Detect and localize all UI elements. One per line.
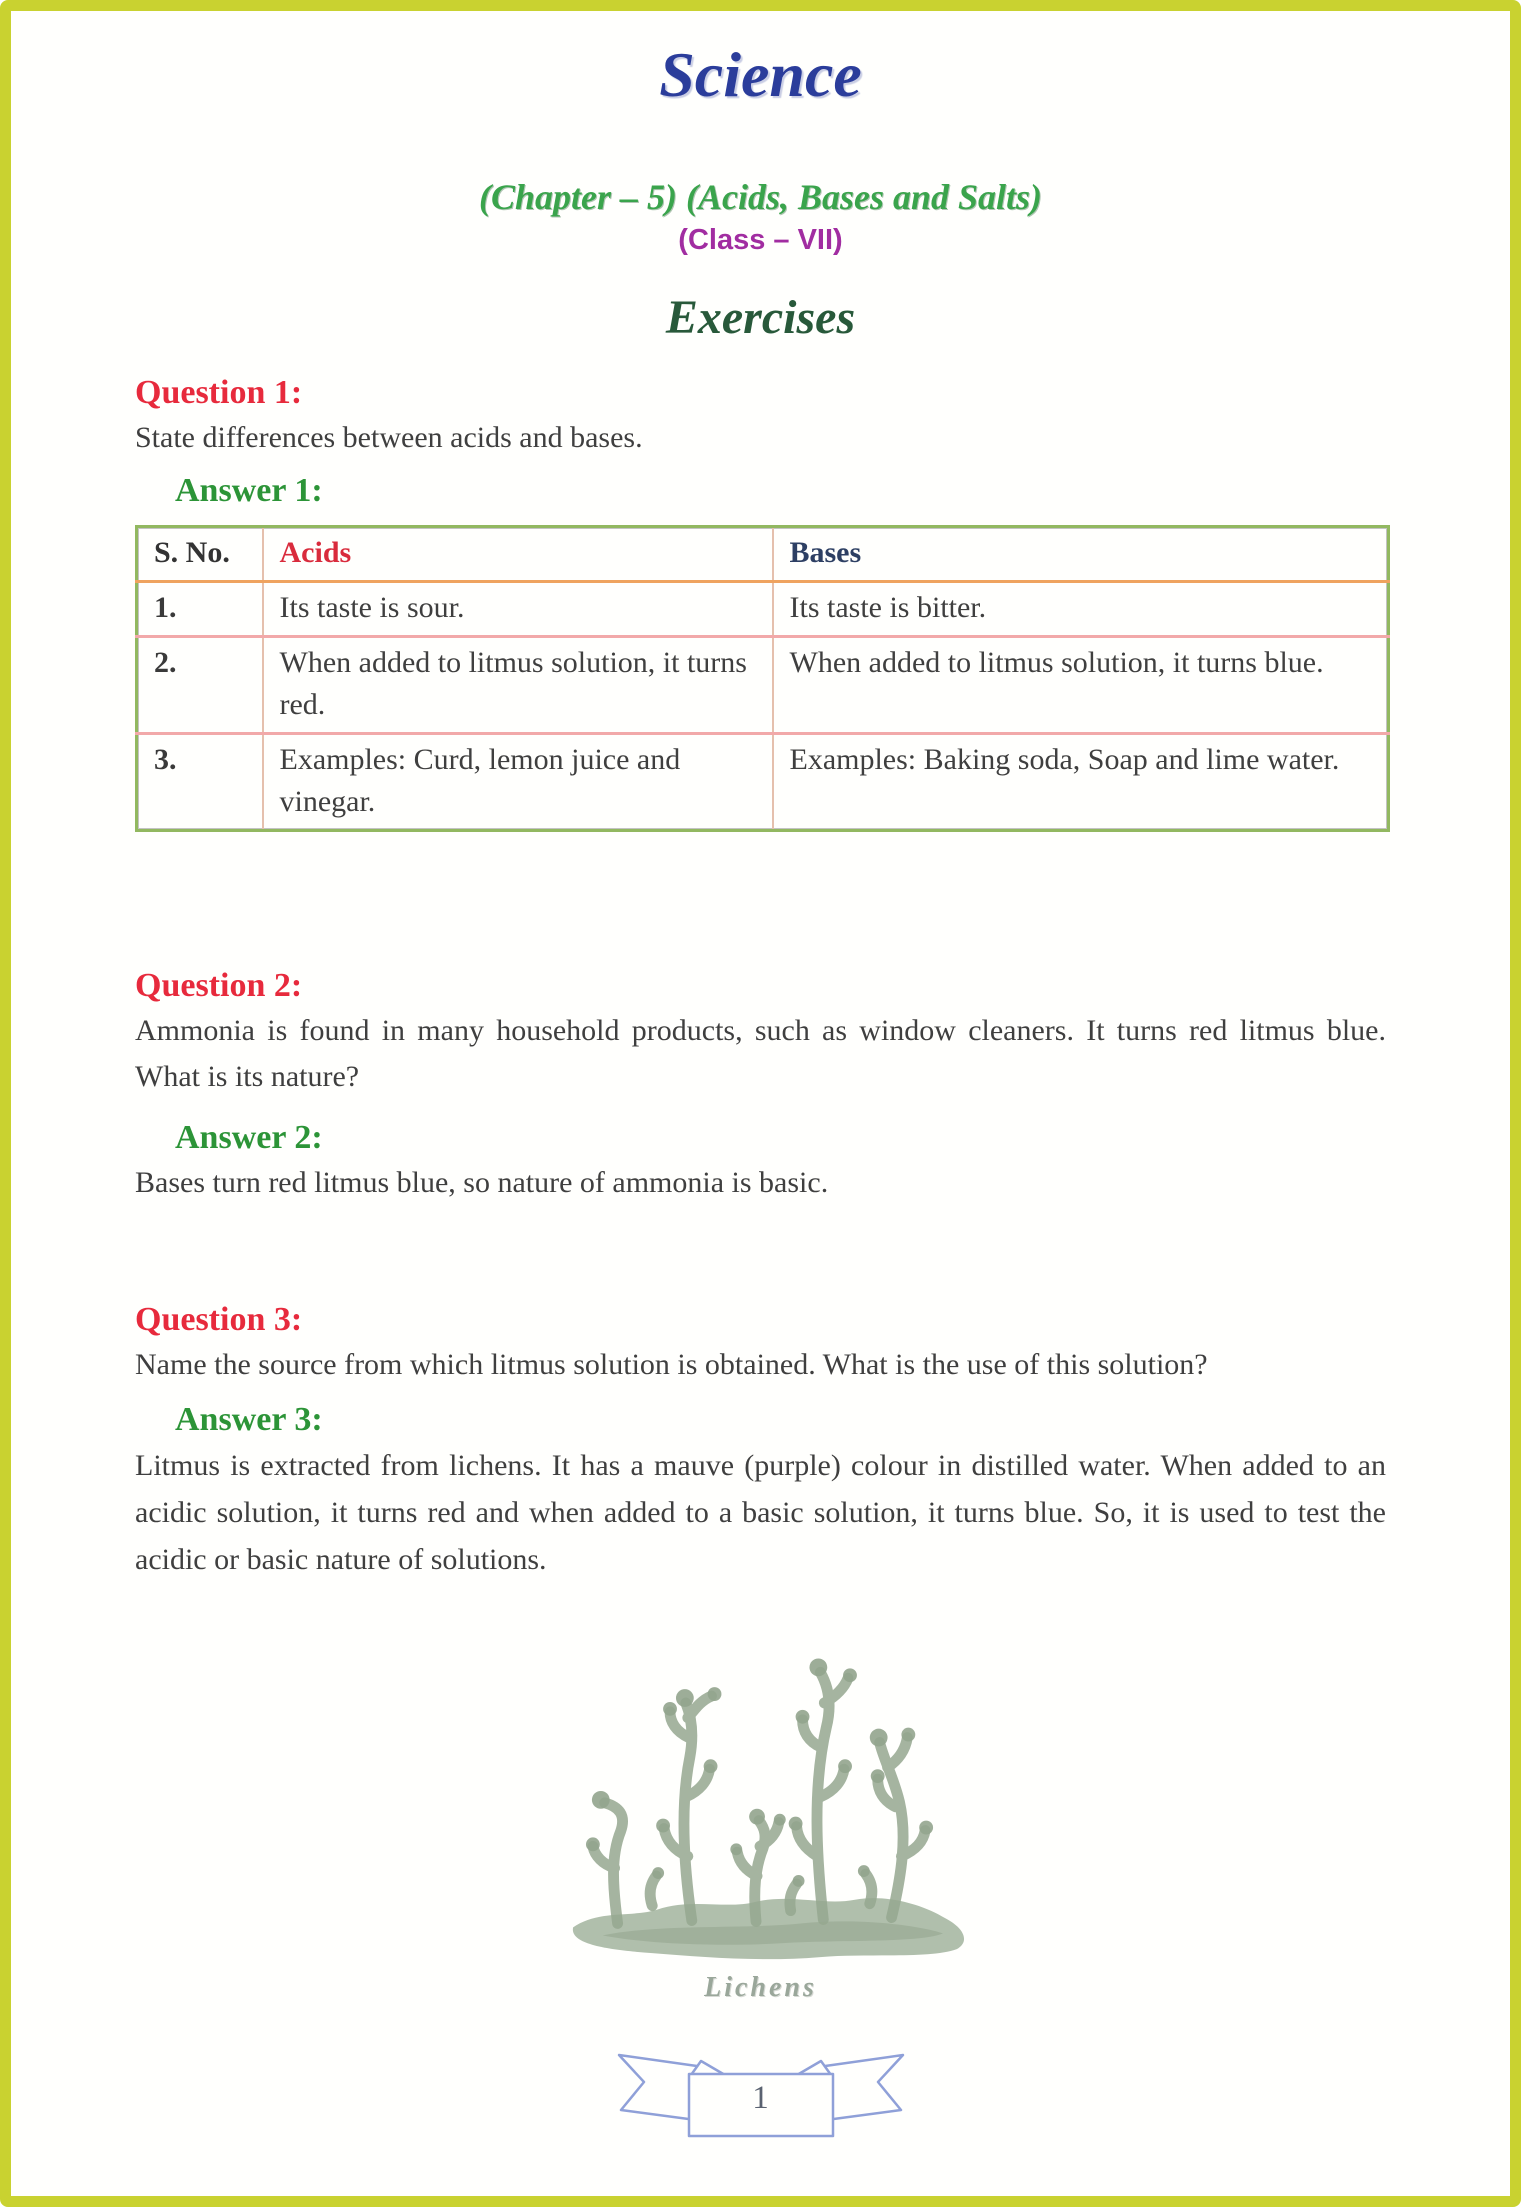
table-cell-sno: 1. — [154, 591, 177, 624]
table-cell-base: Examples: Baking soda, Soap and lime water. — [773, 734, 1389, 831]
question-1-text: State differences between acids and bases. — [135, 421, 643, 454]
page-title: Science — [659, 39, 862, 110]
table-cell-acid: Its taste is sour. — [263, 582, 773, 637]
question-1-heading: Question 1: — [135, 374, 303, 411]
table-header-row — [137, 527, 1389, 582]
table-cell-acid: When added to litmus solution, it turns red. — [263, 637, 773, 734]
table-header-bases: Bases — [773, 527, 1389, 582]
table-row — [137, 637, 1389, 734]
lichens-illustration — [531, 1609, 991, 1965]
question-3-heading: Question 3: — [135, 1301, 303, 1338]
acids-bases-comparison-table — [135, 525, 1390, 832]
table-cell-base: When added to litmus solution, it turns blue. — [773, 637, 1389, 734]
table-row — [137, 582, 1389, 637]
answer-3-text: Litmus is extracted from lichens. It has a mauve (purple) colour in distilled water. When added to an acidic solution, it turns red and when added to a basic solution, it turns blue. So, it is used to test the acidic or basic nature of solutions. — [135, 1449, 1386, 1576]
answer-2-text: Bases turn red litmus blue, so nature of ammonia is basic. — [135, 1166, 829, 1199]
page-number: 1 — [752, 2080, 769, 2116]
table-header-sno: S. No. — [137, 527, 263, 582]
question-2-text: Ammonia is found in many household products, such as window cleaners. It turns red litmus blue. What is its nature? — [135, 1014, 1386, 1093]
class-heading: (Class – VII) — [678, 224, 843, 256]
lichens-caption: Lichens — [704, 1972, 817, 2003]
exercises-heading: Exercises — [665, 291, 856, 344]
table-cell-acid: Examples: Curd, lemon juice and vinegar. — [263, 734, 773, 831]
table-header-acids: Acids — [263, 527, 773, 582]
ribbon — [611, 2048, 911, 2140]
table-row — [137, 734, 1389, 831]
table-cell-base: Its taste is bitter. — [773, 582, 1389, 637]
page-number-banner — [135, 2048, 1386, 2140]
table-cell-sno: 2. — [137, 637, 263, 734]
answer-3-heading: Answer 3: — [175, 1401, 323, 1438]
chapter-heading: (Chapter – 5) (Acids, Bases and Salts) — [478, 177, 1043, 217]
table-cell-sno: 3. — [137, 734, 263, 831]
answer-2-heading: Answer 2: — [175, 1119, 323, 1156]
lichens-figure — [135, 1609, 1386, 2004]
answer-1-heading: Answer 1: — [175, 472, 323, 509]
question-3-text: Name the source from which litmus solution is obtained. What is the use of this solution? — [135, 1348, 1208, 1381]
page-content — [11, 37, 1510, 2140]
question-2-heading: Question 2: — [135, 967, 303, 1004]
